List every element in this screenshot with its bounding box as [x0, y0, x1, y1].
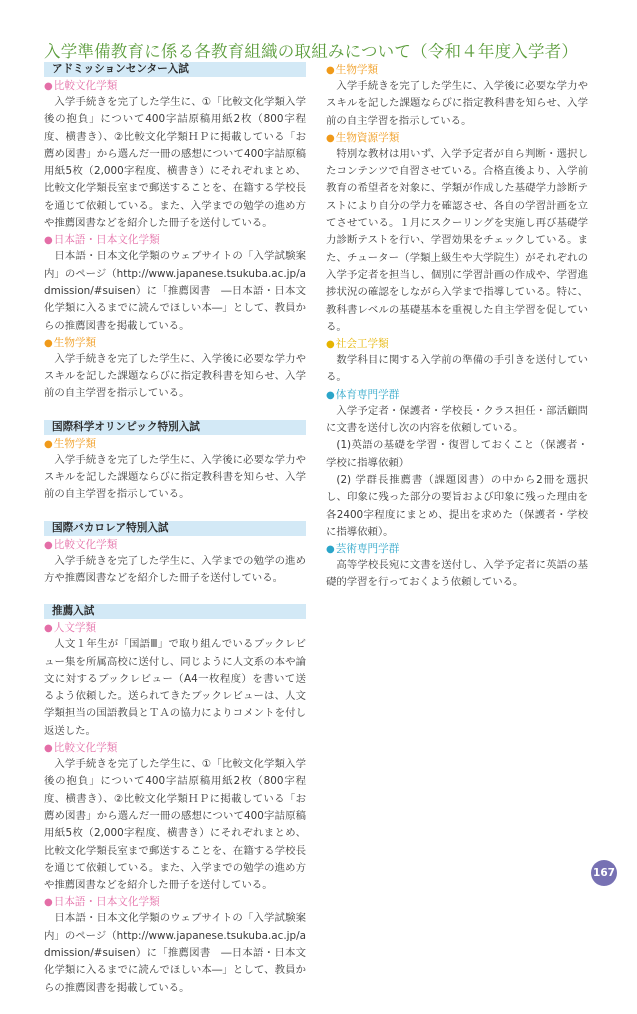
section-science-olympiad: [44, 420, 306, 504]
dept-description: 数学科目に関する入学前の準備の手引きを送付している。: [326, 354, 588, 384]
dept-description-item: (1)英語の基礎を学習・復習しておくこと（保護者・学校に指導依頼）: [326, 439, 588, 469]
section-header: 国際科学オリンピック特別入試: [44, 420, 306, 435]
dept-name: 社会工学類: [335, 338, 389, 351]
bullet-icon: ●: [326, 65, 335, 76]
dept-description: 入学手続きを完了した学生に、入学までの勉学の進め方や推薦図書などを紹介した冊子を送付している。: [44, 554, 306, 584]
bullet-icon: ●: [44, 623, 53, 635]
bullet-icon: ●: [326, 339, 335, 351]
dept-description: 入学手続きを完了した学生に、①「比較文化学類入学後の抱負」について400字詰原稿用紙2枚（800字程度、横書き）、②比較文化学類ＨＰに掲載している「お薦め図書」から選んだ一冊の感想について400字詰原稿用紙5枚（2,000字程度、横書き）にそれぞれまとめ、比較文化学類長室まで郵送することを、在籍する学校長を通じて依頼している。また、入学までの勉学の進め方や推薦図書などを紹介した冊子を送付している。: [44, 96, 306, 230]
right-column: [326, 62, 588, 592]
dept-label: [44, 78, 306, 94]
dept-label: [326, 541, 588, 557]
dept-name: 生物学類: [335, 64, 379, 76]
dept-name: 日本語・日本文化学類: [53, 896, 160, 909]
dept-label: [44, 740, 306, 756]
dept-name: 日本語・日本文化学類: [53, 234, 160, 247]
dept-label: [326, 387, 588, 403]
dept-description: 人文１年生が「国語Ⅲ」で取り組んでいるブックレビュー集を所属高校に送付し、同じように人文系の本や論文に対するブックレビュー（A4一枚程度）を書いて送るよう依頼した。送られてきたブックレビューは、人文学類担当の国語教員とＴＡの協力によりコメントを付し返送した。: [44, 638, 306, 737]
dept-description: 入学手続きを完了した学生に、①「比較文化学類入学後の抱負」について400字詰原稿用紙2枚（800字程度、横書き）、②比較文化学類ＨＰに掲載している「お薦め図書」から選んだ一冊の感想について400字詰原稿用紙5枚（2,000字程度、横書き）にそれぞれまとめ、比較文化学類長室まで郵送することを、在籍する学校長を通じて依頼している。また、入学までの勉学の進め方や推薦図書などを紹介した冊子を送付している。: [44, 758, 306, 892]
dept-description: 入学予定者・保護者・学校長・クラス担任・部活顧問に文書を送付し次の内容を依頼している。: [326, 404, 588, 435]
bullet-icon: ●: [326, 544, 335, 556]
dept-label: [326, 62, 588, 78]
dept-description: 日本語・日本文化学類のウェブサイトの「入学試験案内」のページ（http://www.japanese.tsukuba.ac.jp/admission/#suisen）に「推薦図書 ―日本語・日本文化学類に入るまでに読んでほしい本―」として、教員からの推薦図書を掲載している。: [44, 912, 306, 994]
dept-description: 入学手続きを完了した学生に、入学後に必要な学力やスキルを記した課題ならびに指定教科書を知らせ、入学前の自主学習を指示している。: [44, 453, 306, 501]
bullet-icon: ●: [44, 337, 53, 349]
bullet-icon: ●: [44, 81, 53, 92]
page-number-badge: 167: [591, 860, 617, 886]
dept-description-item: (2) 学群長推薦書（課題図書）の中から2冊を選択し、印象に残った部分の要旨および印象に残った理由を各2400字程度にまとめ、提出を求めた（保護者・学校に指導依頼）。: [326, 473, 588, 538]
dept-label: [326, 130, 588, 146]
dept-name: 比較文化学類: [53, 742, 118, 755]
dept-label: [44, 232, 306, 248]
page-title: 入学準備教育に係る各教育組織の取組みについて（令和４年度入学者）: [44, 42, 579, 61]
section-admission-center: [44, 62, 306, 403]
dept-name: 生物資源学類: [335, 131, 400, 144]
bullet-icon: ●: [326, 389, 335, 401]
dept-label: [44, 537, 306, 553]
dept-name: 生物学類: [53, 437, 97, 450]
section-baccalaureate: [44, 521, 306, 588]
section-header: 国際バカロレア特別入試: [44, 521, 306, 536]
dept-name: 体育専門学群: [335, 388, 400, 401]
dept-label: [44, 620, 306, 636]
dept-label: [44, 436, 306, 452]
dept-name: 比較文化学類: [53, 538, 118, 551]
bullet-icon: ●: [44, 897, 53, 909]
left-column: [44, 62, 306, 1014]
dept-name: 芸術専門学群: [335, 543, 400, 556]
dept-description: 入学手続きを完了した学生に、入学後に必要な学力やスキルを記した課題ならびに指定教科書を知らせ、入学前の自主学習を指示している。: [326, 80, 588, 127]
dept-description: 高等学校長宛に文書を送付し、入学予定者に英語の基礎的学習を行っておくよう依頼している。: [326, 559, 588, 589]
dept-name: 生物学類: [53, 336, 97, 349]
dept-label: [44, 894, 306, 910]
bullet-icon: ●: [44, 743, 53, 755]
bullet-icon: ●: [44, 438, 53, 450]
section-header: アドミッションセンター入試: [44, 62, 306, 77]
bullet-icon: ●: [44, 235, 53, 247]
dept-name: 比較文化学類: [53, 80, 118, 92]
section-recommendation: [44, 604, 306, 997]
dept-description: 日本語・日本文化学類のウェブサイトの「入学試験案内」のページ（http://www.japanese.tsukuba.ac.jp/admission/#suisen）に「推薦図書 ―日本語・日本文化学類に入るまでに読んでほしい本―」として、教員からの推薦図書を掲載している。: [44, 250, 306, 332]
bullet-icon: ●: [326, 132, 335, 144]
dept-label: [44, 335, 306, 351]
bullet-icon: ●: [44, 539, 53, 551]
dept-label: [326, 336, 588, 352]
dept-description: 特別な教材は用いず、入学予定者が自ら判断・選択したコンテンツで自習させている。合格直後より、入学前教育の希望者を対象に、学類が作成した基礎学力診断テストにより自分の学力を確認させ、各自の学習計画を立てさせている。１月にスクーリングを実施し再び基礎学力診断テストを行い、学習効果をチェックしている。また、チューター（学類上級生や大学院生）がそれぞれの入学予定者を担当し、個別に学習計画の作成や、学習進捗状況の確認をしながら入学まで指導している。特に、教科書レベルの基礎基本を重視した自主学習を促している。: [326, 147, 588, 333]
dept-description: 入学手続きを完了した学生に、入学後に必要な学力やスキルを記した課題ならびに指定教科書を知らせ、入学前の自主学習を指示している。: [44, 352, 306, 400]
section-header: 推薦入試: [44, 604, 306, 619]
dept-name: 人文学類: [53, 622, 97, 635]
